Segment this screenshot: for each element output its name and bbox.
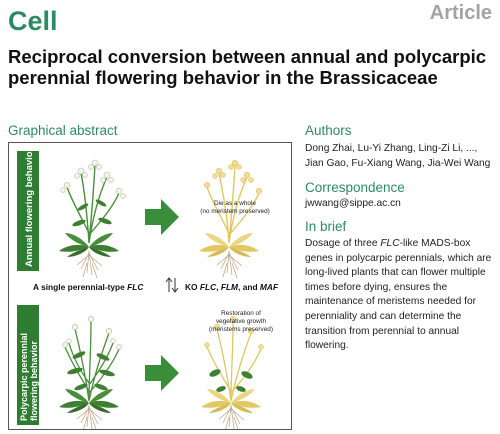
authors-list	[305, 142, 495, 171]
annual-plant-yellow	[199, 160, 262, 278]
journal-logo-text: Cell	[8, 6, 58, 34]
in-brief-line: long-lived plants that can flower multiple	[305, 267, 486, 279]
in-brief-line: Dosage of three FLC-like MADS-box	[305, 238, 471, 249]
perennial-plant-green	[59, 316, 122, 430]
authors-heading: Authors	[305, 123, 352, 138]
in-brief-line: perenniality and can determine the	[305, 310, 462, 322]
in-brief-line: flowering.	[305, 340, 349, 352]
graphical-abstract-figure	[8, 142, 292, 430]
in-brief-line: maintenance of meristems needed for	[305, 296, 477, 308]
perennial-plant-regrowth	[201, 316, 264, 430]
in-brief-line: transition from perennial to annual	[305, 325, 460, 337]
perennial-note-line2: vegetative growth	[215, 318, 267, 325]
article-type-label: Article	[429, 2, 492, 24]
arrow-right-bottom	[145, 355, 179, 391]
annual-note-line2: (no meristem preserved)	[200, 208, 270, 215]
in-brief-heading: In brief	[305, 219, 347, 234]
graphical-abstract-heading: Graphical abstract	[8, 123, 118, 138]
conversion-arrows-icon	[166, 278, 178, 292]
perennial-note-line3: (meristems preserved)	[209, 326, 273, 333]
annual-plant-green	[59, 160, 125, 278]
in-brief-line: times before dying, ensures the	[305, 281, 448, 293]
correspondence-email[interactable]: jwwang@sippe.ac.cn	[305, 198, 401, 209]
perennial-note-line1: Restoration of	[221, 310, 261, 317]
authors-line: Jian Gao, Fu-Xiang Wang, Jia-Wei Wang	[305, 157, 491, 169]
in-brief-line: genes in polycarpic perennials, which are	[305, 252, 492, 264]
annual-label: Annual flowering behavior	[24, 147, 35, 267]
arrow-right-top	[145, 199, 179, 235]
graphical-abstract-illustration	[9, 143, 292, 430]
correspondence-heading: Correspondence	[305, 180, 405, 195]
authors-line: Dong Zhai, Lu-Yi Zhang, Ling-Zi Li, ...,	[305, 143, 478, 154]
single-flc-caption: A single perennial-type FLC	[33, 282, 144, 292]
perennial-label-line2: flowering behavior	[29, 340, 39, 421]
ko-caption: KO FLC, FLM, and MAF	[185, 282, 279, 292]
article-title: Reciprocal conversion between annual and polycarpic perennial flowering behavior in the Brassicaceae	[8, 46, 487, 88]
perennial-label-line1: Polycarpic perennial	[19, 332, 29, 421]
annual-note-line1: Die as a whole	[214, 200, 256, 207]
in-brief-summary	[305, 237, 495, 354]
journal-logo	[8, 6, 68, 34]
